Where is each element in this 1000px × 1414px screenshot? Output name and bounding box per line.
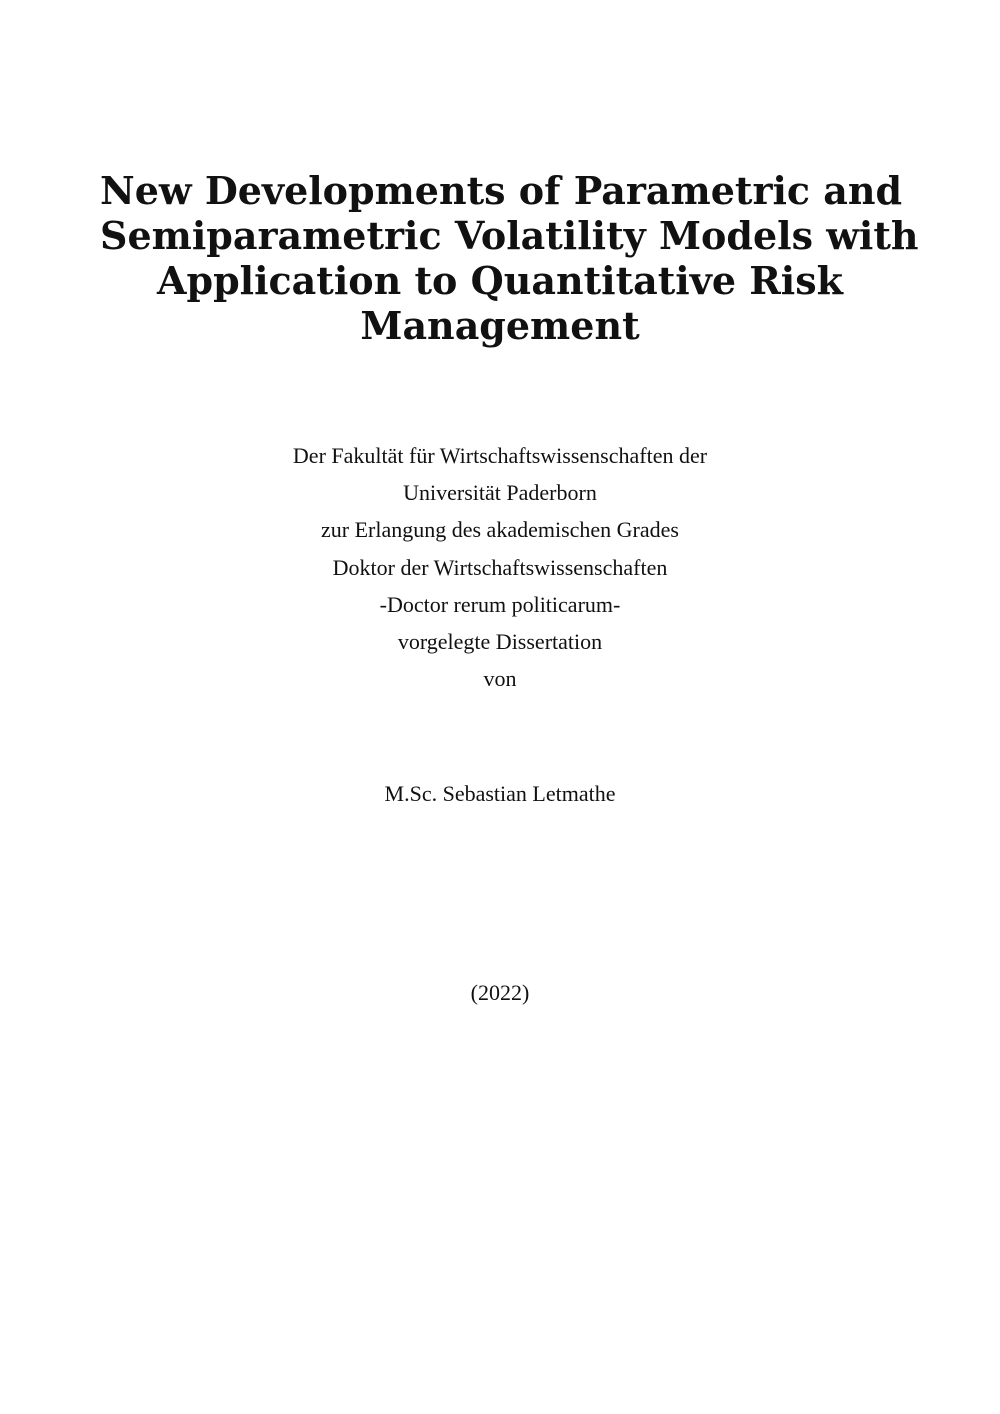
author-name: M.Sc. Sebastian Letmathe — [384, 781, 616, 806]
dissertation-title — [100, 168, 919, 348]
submission-line: -Doctor rerum politicarum- — [379, 591, 621, 617]
title-line: Management — [360, 303, 640, 348]
title-line: Semiparametric Volatility Models with — [100, 213, 919, 258]
submission-line: Universität Paderborn — [403, 480, 597, 506]
title-line: Application to Quantitative Risk — [157, 258, 843, 303]
submission-line: vorgelegte Dissertation — [397, 629, 603, 655]
submission-statement — [150, 437, 850, 697]
submission-line: zur Erlangung des akademischen Grades — [321, 517, 679, 543]
submission-line: Doktor der Wirtschaftswissenschaften — [332, 554, 668, 580]
publication-year: (2022) — [470, 980, 530, 1005]
submission-line: Der Fakultät für Wirtschaftswissenschaften der — [292, 443, 708, 468]
title-line: New Developments of Parametric and — [100, 168, 903, 213]
submission-line: von — [483, 666, 517, 692]
